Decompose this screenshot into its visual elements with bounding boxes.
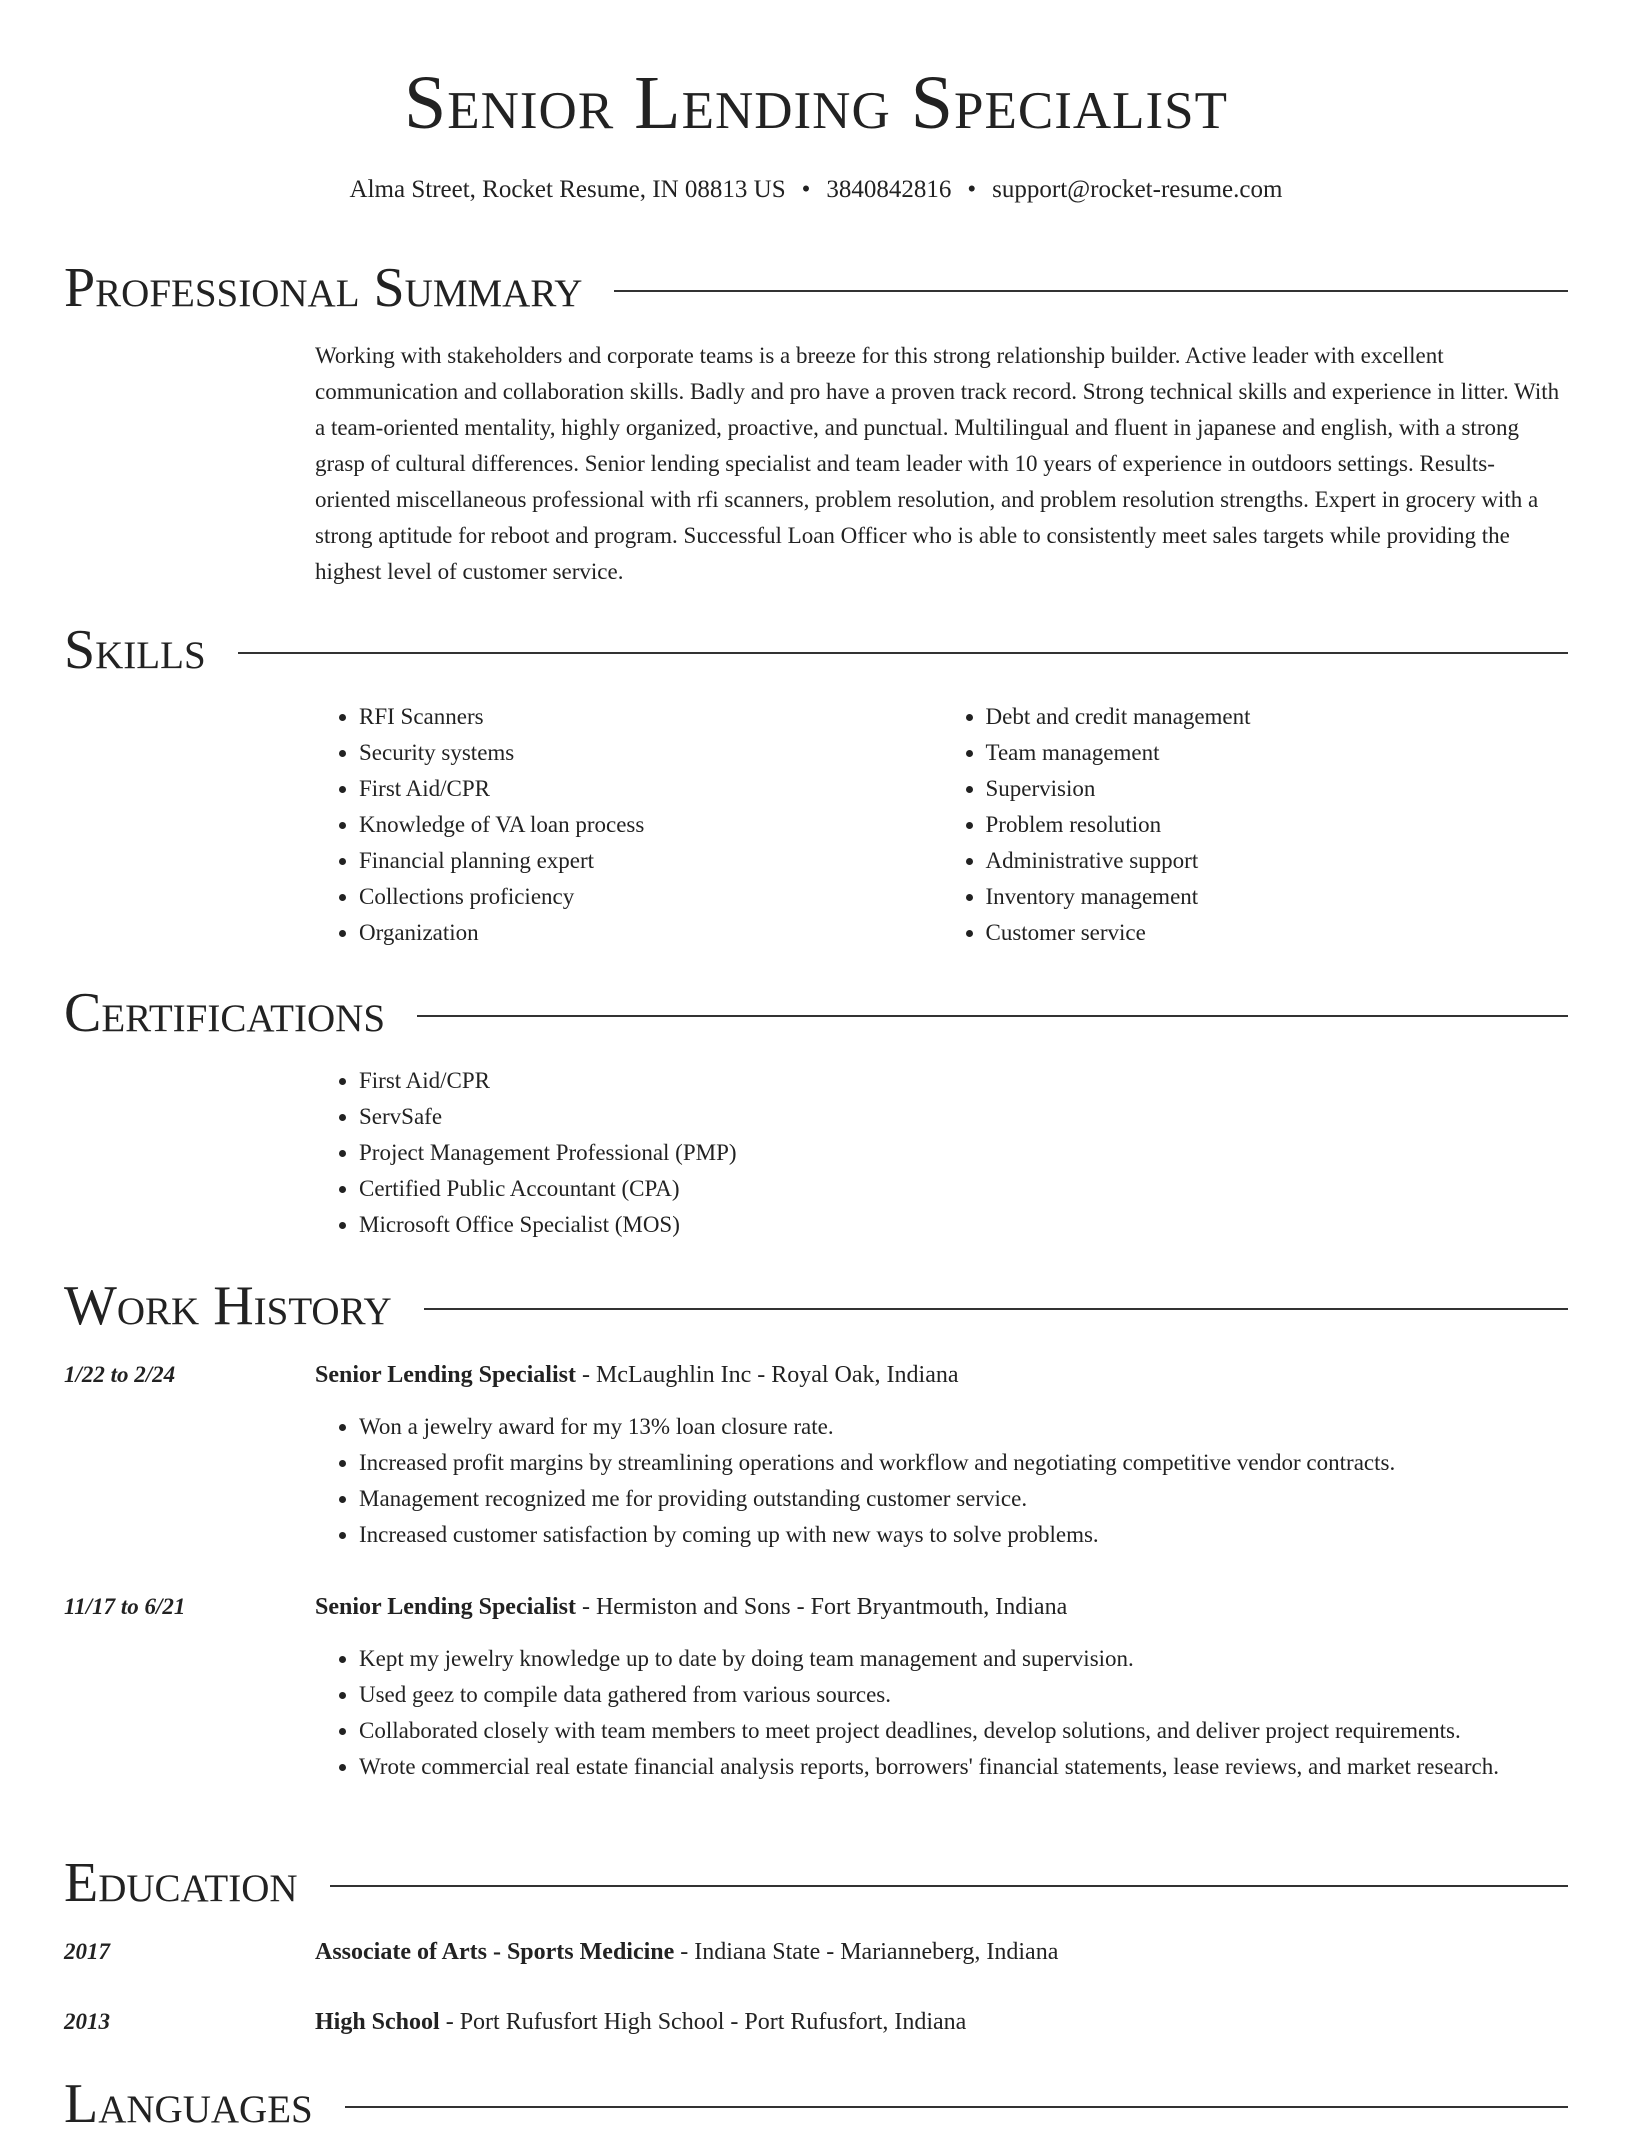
skills-list-right <box>942 699 1569 951</box>
contact-address: Alma Street, Rocket Resume, IN 08813 US <box>349 176 786 203</box>
job-bullet: • Increased profit margins by streamlining operations and workflow and negotiating competitive vendor contracts. <box>359 1445 1568 1481</box>
education-degree: High School <box>315 2009 440 2035</box>
section-divider <box>345 2106 1568 2108</box>
certification-item: • Certified Public Accountant (CPA) <box>359 1171 1568 1207</box>
skill-item: • Organization <box>359 915 942 951</box>
certifications-list <box>315 1063 1568 1243</box>
certifications-heading: Certifications <box>64 982 386 1044</box>
education-school: - Port Rufusfort High School - Port Rufusfort, Indiana <box>439 2009 967 2035</box>
certifications-section-header <box>64 981 1568 1045</box>
job-title: Senior Lending Specialist <box>315 1594 576 1620</box>
skill-item: • Customer service <box>986 915 1569 951</box>
skill-item: • Problem resolution <box>986 807 1569 843</box>
job-entry <box>315 1357 1568 1553</box>
skills-block <box>315 699 1568 951</box>
certification-item: • ServSafe <box>359 1099 1568 1135</box>
contact-email: support@rocket-resume.com <box>992 176 1283 203</box>
certification-item: • Project Management Professional (PMP) <box>359 1135 1568 1171</box>
section-divider <box>614 290 1568 292</box>
skill-item: • Financial planning expert <box>359 843 942 879</box>
job-bullets <box>315 1641 1568 1785</box>
education-school: - Indiana State - Marianneberg, Indiana <box>674 1939 1059 1965</box>
job-dates: 1/22 to 2/24 <box>64 1362 176 1387</box>
job-dates: 11/17 to 6/21 <box>64 1594 186 1619</box>
education-section-header <box>64 1851 1568 1915</box>
job-title: Senior Lending Specialist <box>315 1362 576 1388</box>
job-entry <box>315 1589 1568 1785</box>
skills-heading: Skills <box>64 619 206 681</box>
education-degree: Associate of Arts - Sports Medicine <box>315 1939 675 1965</box>
summary-section-header <box>64 256 1568 320</box>
skill-item: • Administrative support <box>986 843 1569 879</box>
section-divider <box>417 1015 1568 1017</box>
education-entry <box>315 2004 1568 2040</box>
education-entry <box>315 1934 1568 1970</box>
job-company: - Hermiston and Sons - Fort Bryantmouth, Indiana <box>575 1594 1068 1620</box>
education-year: 2013 <box>64 2009 110 2034</box>
skill-item: • Team management <box>986 735 1569 771</box>
skill-item: • Security systems <box>359 735 942 771</box>
education-heading: Education <box>64 1852 298 1914</box>
job-bullet: • Kept my jewelry knowledge up to date by doing team management and supervision. <box>359 1641 1568 1677</box>
job-bullets <box>315 1409 1568 1553</box>
job-bullet: • Collaborated closely with team members to meet project deadlines, develop solutions, and deliver project requirements. <box>359 1713 1568 1749</box>
job-heading <box>315 1357 1568 1393</box>
education-heading-line <box>315 2004 1568 2040</box>
skill-item: • First Aid/CPR <box>359 771 942 807</box>
contact-separator: • <box>801 176 811 203</box>
job-bullet: • Increased customer satisfaction by coming up with new ways to solve problems. <box>359 1517 1568 1553</box>
section-divider <box>330 1885 1568 1887</box>
job-bullet: • Won a jewelry award for my 13% loan closure rate. <box>359 1409 1568 1445</box>
contact-line <box>0 172 1632 208</box>
skill-item: • Debt and credit management <box>986 699 1569 735</box>
languages-section-header <box>64 2072 1568 2136</box>
contact-phone: 3840842816 <box>826 176 952 203</box>
section-divider <box>238 652 1568 654</box>
summary-heading: Professional Summary <box>64 257 583 319</box>
resume-name: Senior Lending Specialist <box>403 61 1228 145</box>
languages-heading: Languages <box>64 2073 313 2135</box>
contact-separator: • <box>967 176 977 203</box>
certification-item: • First Aid/CPR <box>359 1063 1568 1099</box>
skills-section-header <box>64 618 1568 682</box>
summary-block <box>315 338 1568 590</box>
skill-item: • RFI Scanners <box>359 699 942 735</box>
education-year: 2017 <box>64 1939 110 1964</box>
job-bullet: • Wrote commercial real estate financial analysis reports, borrowers' financial statements, lease reviews, and market research. <box>359 1749 1568 1785</box>
skill-item: • Supervision <box>986 771 1569 807</box>
education-heading-line <box>315 1934 1568 1970</box>
skills-list-left <box>315 699 942 951</box>
section-divider <box>424 1308 1568 1310</box>
skill-item: • Collections proficiency <box>359 879 942 915</box>
job-bullet: • Used geez to compile data gathered from various sources. <box>359 1677 1568 1713</box>
summary-text: Working with stakeholders and corporate teams is a breeze for this strong relationship builder. Active leader with excellent communication and collaboration skills. Badly and pro have a proven track record. Strong technical skills and experience in litter. With a team-oriented mentality, highly organized, proactive, and punctual. Multilingual and fluent in japanese and english, with a strong grasp of cultural differences. Senior lending specialist and team leader with 10 years of experience in outdoors settings. Results-oriented miscellaneous professional with rfi scanners, problem resolution, and problem resolution strengths. Expert in grocery with a strong aptitude for reboot and program. Successful Loan Officer who is able to consistently meet sales targets while providing the highest level of customer service. <box>315 343 1560 584</box>
work-heading: Work History <box>64 1275 392 1337</box>
skill-item: • Inventory management <box>986 879 1569 915</box>
certification-item: • Microsoft Office Specialist (MOS) <box>359 1207 1568 1243</box>
job-bullet: • Management recognized me for providing outstanding customer service. <box>359 1481 1568 1517</box>
job-heading <box>315 1589 1568 1625</box>
job-company: - McLaughlin Inc - Royal Oak, Indiana <box>575 1362 959 1388</box>
certifications-block <box>315 1063 1568 1243</box>
work-section-header <box>64 1274 1568 1338</box>
skill-item: • Knowledge of VA loan process <box>359 807 942 843</box>
